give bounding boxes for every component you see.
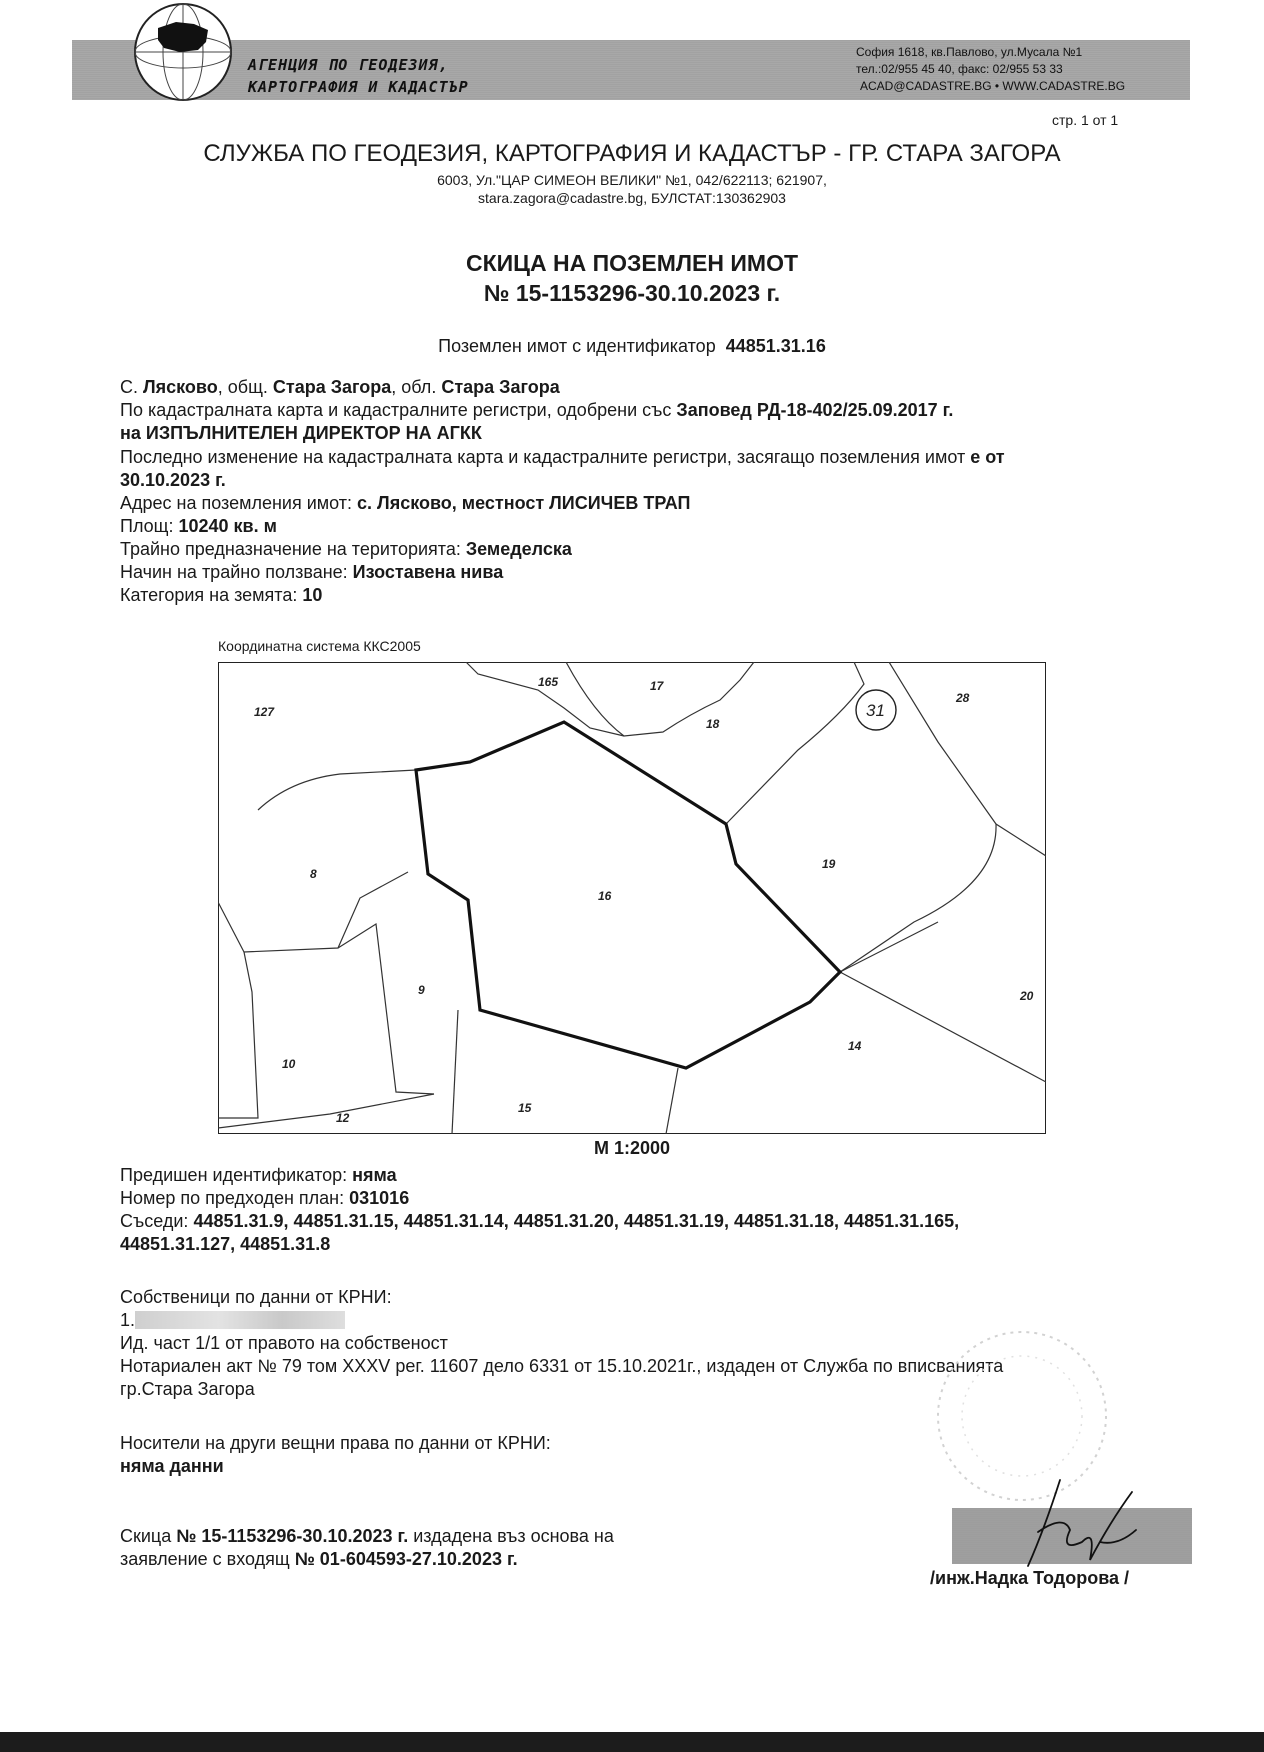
region-name: Стара Загора [441,377,560,397]
agency-email-web: ACAD@CADASTRE.BG • WWW.CADASTRE.BG [860,79,1126,93]
category-value: 10 [302,585,323,605]
map-label-8: 8 [310,867,317,881]
signatory-name: /инж.Надка Тодорова / [930,1568,1130,1588]
village-name: Лясково [143,377,218,397]
map-label-127: 127 [254,705,275,719]
owner-item-number: 1. [120,1310,136,1330]
property-address-value: с. Лясково, местност ЛИСИЧЕВ ТРАП [357,493,691,513]
village-prefix: С. [120,377,138,397]
cadastral-map [218,662,1046,1134]
category-label: Категория на земята: [120,585,298,605]
usage-value: Изоставена нива [352,562,504,582]
map-frame [218,662,1046,1134]
identifier-line [0,336,1264,357]
prev-identifier-line [120,1164,397,1187]
municipality-name: Стара Загора [272,377,392,397]
map-label-20: 20 [1020,989,1034,1003]
map-label-14: 14 [848,1039,862,1053]
agency-address: София 1618, кв.Павлово, ул.Мусала №1 [856,45,1083,59]
prev-plan-line [120,1187,409,1210]
issued-suffix: издадена въз основа на [413,1526,614,1546]
last-change-line [120,446,1005,469]
last-change-text: Последно изменение на кадастралната карта и кадастралните регистри, засягащо поземления имот [120,447,966,467]
other-rights-title: Носители на други вещни права по данни от КРНИ: [120,1433,551,1453]
purpose-label: Трайно предназначение на територията: [120,539,461,559]
other-rights-value: няма данни [120,1456,224,1476]
owner-share: Ид. част 1/1 от правото на собственост [120,1333,448,1353]
municipality-label: , общ. [217,377,268,397]
area-label: Площ: [120,516,174,536]
issued-prefix: Скица [120,1526,172,1546]
scan-edge-bar [0,1732,1264,1752]
last-change-e: е от [970,447,1005,467]
usage-line [120,561,503,584]
coordinate-system-label: Координатна система ККС2005 [218,638,421,654]
map-label-16: 16 [598,889,612,903]
identifier-value: 44851.31.16 [725,336,826,356]
issued-line [120,1525,614,1548]
office-title: СЛУЖБА ПО ГЕОДЕЗИЯ, КАРТОГРАФИЯ И КАДАСТЪР - ГР. СТАРА ЗАГОРА [203,140,1061,167]
deed-line-2: гр.Стара Загора [120,1379,255,1399]
page-number: стр. 1 от 1 [1052,112,1119,128]
neighbors-list-1: 44851.31.9, 44851.31.15, 44851.31.14, 44851.31.20, 44851.31.19, 44851.31.18, 44851.31.165, [193,1211,960,1231]
approval-authority: на ИЗПЪЛНИТЕЛЕН ДИРЕКТОР НА АГКК [120,423,482,443]
map-label-12: 12 [336,1111,350,1125]
map-label-28: 28 [956,691,970,705]
category-line [120,584,322,607]
last-change-date: 30.10.2023 г. [120,470,226,490]
agency-name-line1: АГЕНЦИЯ ПО ГЕОДЕЗИЯ, [248,56,449,74]
property-address-line [120,492,690,515]
purpose-line [120,538,572,561]
usage-label: Начин на трайно ползване: [120,562,348,582]
document-number: № 15-1153296-30.10.2023 г. [483,280,781,306]
neighbors-list-2: 44851.31.127, 44851.31.8 [120,1234,331,1254]
map-label-19: 19 [822,857,836,871]
location-line [120,376,560,399]
map-label-18: 18 [706,717,720,731]
deed-line-1: Нотариален акт № 79 том XXXV рег. 11607 дело 6331 от 15.10.2021г., издаден от Служба по вписванията [120,1356,1004,1376]
owners-title: Собственици по данни от КРНИ: [120,1287,392,1307]
agency-phone: тел.:02/955 45 40, факс: 02/955 53 33 [856,62,1063,76]
map-label-31: 31 [866,701,885,720]
area-line [120,515,277,538]
approval-line [120,399,953,422]
prev-identifier-value: няма [352,1165,397,1185]
identifier-label: Поземлен имот с идентификатор [438,336,716,356]
property-address-label: Адрес на поземления имот: [120,493,353,513]
issued-number: № 15-1153296-30.10.2023 г. [176,1526,409,1546]
map-label-9: 9 [418,983,425,997]
prev-plan-label: Номер по предходен план: [120,1188,345,1208]
purpose-value: Земеделска [465,539,572,559]
application-prefix: заявление с входящ [120,1549,290,1569]
neighbors-line [120,1210,959,1233]
office-email-bulstat: stara.zagora@cadastre.bg, БУЛСТАТ:130362903 [478,190,786,206]
neighbors-label: Съседи: [120,1211,189,1231]
area-value: 10240 кв. м [178,516,277,536]
owner-item [120,1309,345,1332]
map-scale: М 1:2000 [593,1138,671,1158]
map-label-10: 10 [282,1057,296,1071]
office-address: 6003, Ул."ЦАР СИМЕОН ВЕЛИКИ" №1, 042/622113; 621907, [437,172,827,188]
map-label-165: 165 [538,675,559,689]
approval-order: Заповед РД-18-402/25.09.2017 г. [676,400,954,420]
prev-plan-value: 031016 [349,1188,410,1208]
approval-text: По кадастралната карта и кадастралните регистри, одобрени със [120,400,672,420]
globe-logo-icon [128,0,238,110]
document-title: СКИЦА НА ПОЗЕМЛЕН ИМОТ [465,250,799,276]
signature-icon [1000,1470,1150,1580]
map-label-17: 17 [650,679,664,693]
map-label-15: 15 [518,1101,532,1115]
application-number: № 01-604593-27.10.2023 г. [294,1549,518,1569]
region-label: , обл. [391,377,437,397]
application-line [120,1548,518,1571]
owner-name-redacted [135,1311,345,1329]
agency-name-line2: КАРТОГРАФИЯ И КАДАСТЪР [248,78,469,96]
prev-identifier-label: Предишен идентификатор: [120,1165,348,1185]
